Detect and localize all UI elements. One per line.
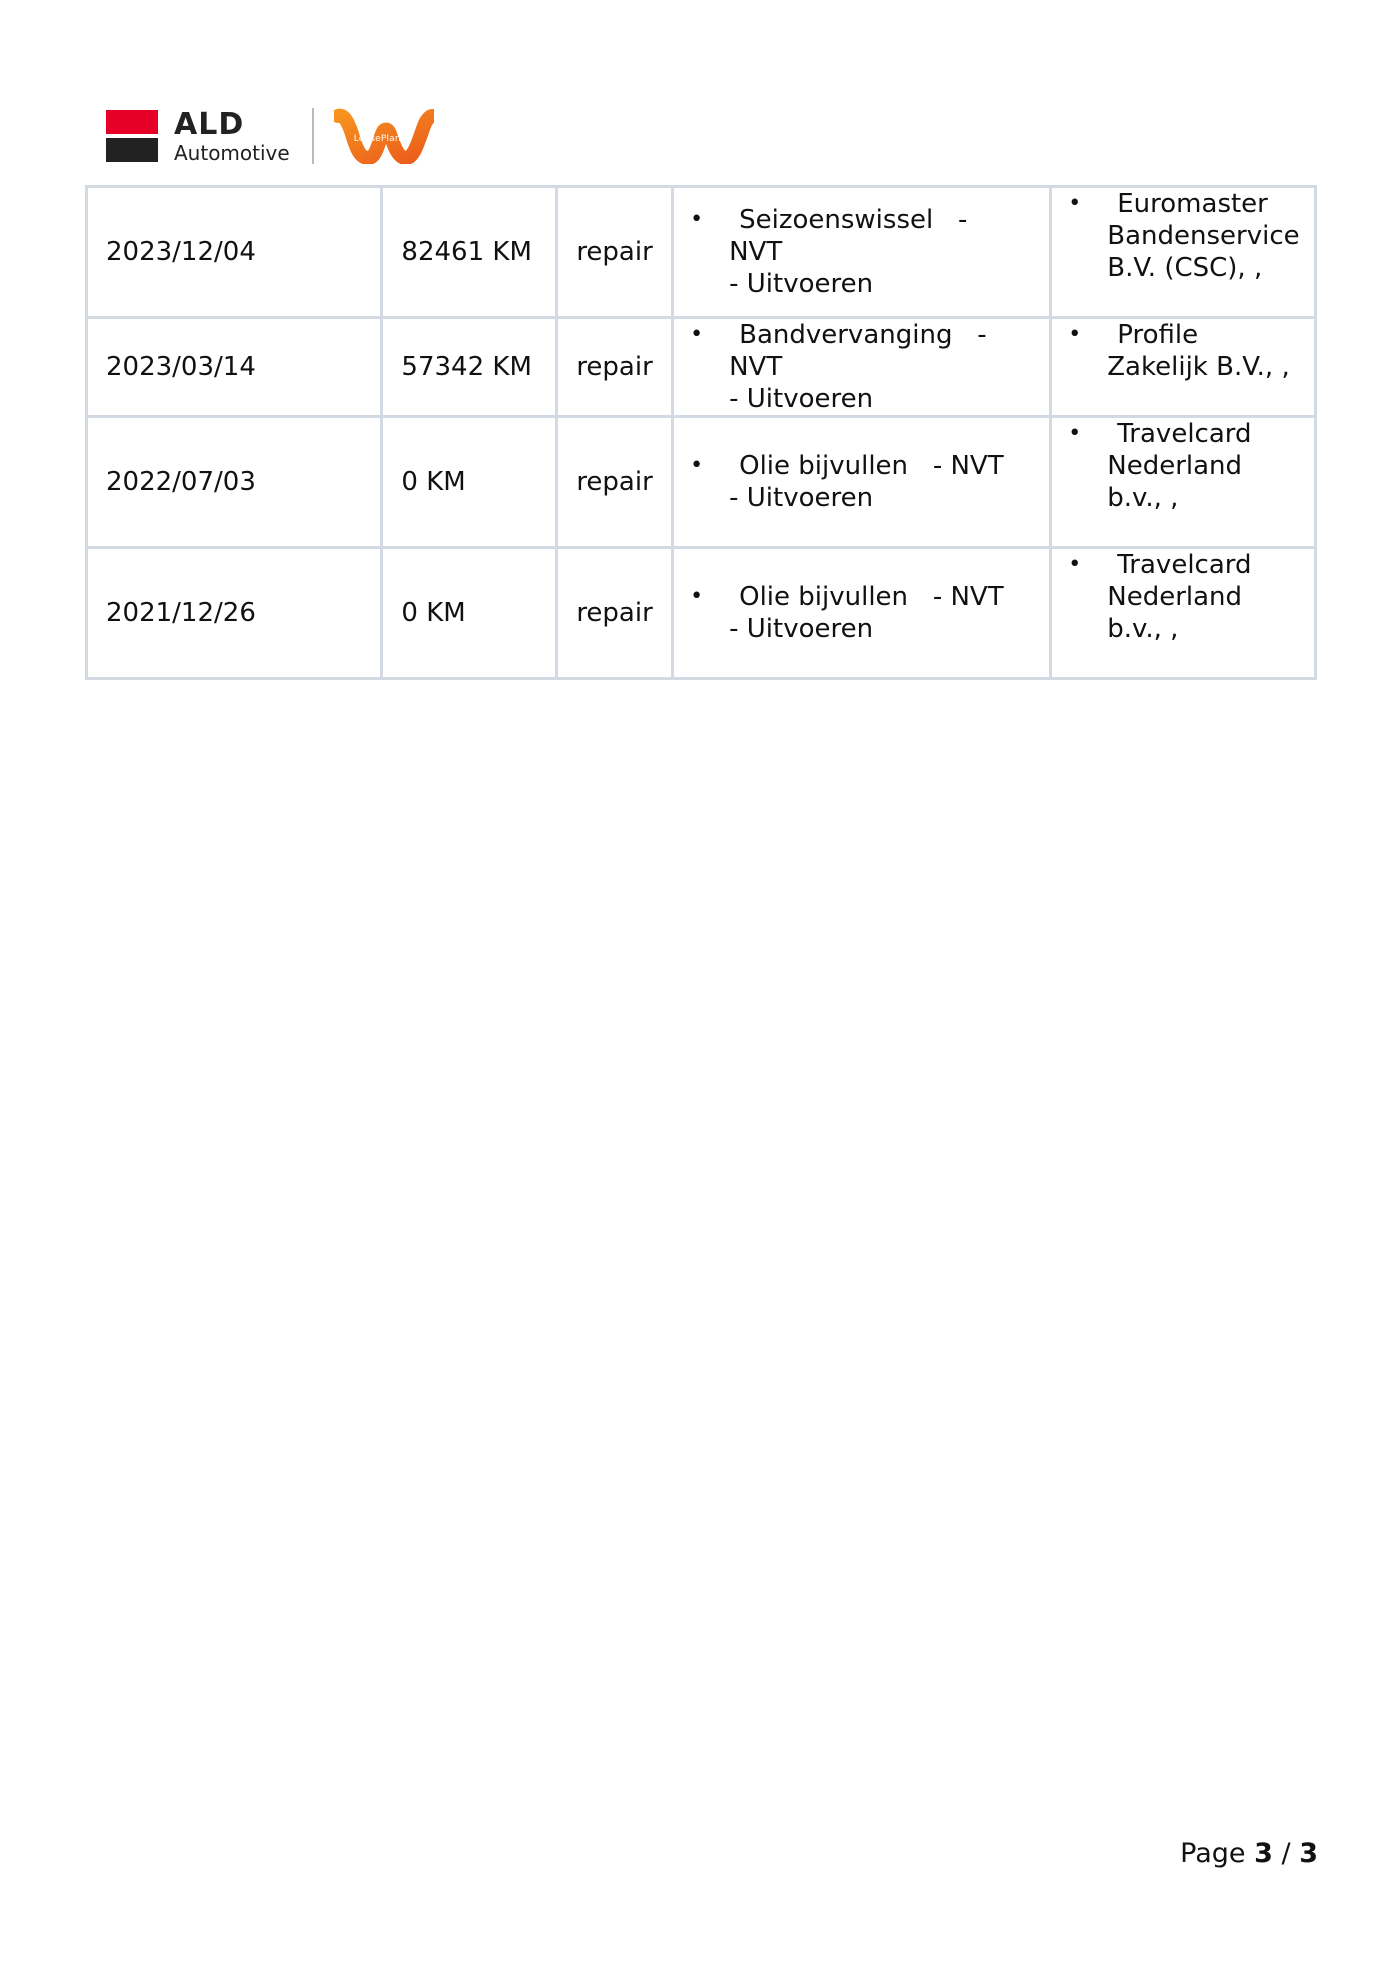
ald-logo-mark — [106, 110, 158, 162]
ald-automotive-logo — [106, 106, 290, 165]
date-cell: 2022/07/03 — [87, 417, 382, 548]
mileage-cell: 82461 KM — [382, 187, 557, 318]
supplier-line: Travelcard — [1117, 419, 1252, 449]
description-line: Olie bijvullen - NVT — [739, 451, 1004, 481]
description-cell — [673, 417, 1051, 548]
supplier-cell — [1051, 417, 1316, 548]
supplier-line: B.V. (CSC), , — [1107, 253, 1263, 283]
description-cell — [673, 187, 1051, 318]
bullet-icon: • — [690, 453, 704, 478]
supplier-cell — [1051, 187, 1316, 318]
document-header — [106, 108, 434, 164]
description-line: NVT — [729, 352, 783, 382]
ald-logo-subtitle: Automotive — [174, 140, 290, 165]
bullet-icon: • — [1068, 191, 1082, 216]
supplier-line: Travelcard — [1117, 550, 1252, 580]
supplier-line: Zakelijk B.V., , — [1107, 352, 1290, 382]
date-cell: 2023/12/04 — [87, 187, 382, 318]
type-cell: repair — [557, 548, 673, 679]
table-row — [87, 318, 1316, 417]
date-cell: 2021/12/26 — [87, 548, 382, 679]
leaseplan-logo-text: LeasePlan — [353, 134, 401, 144]
bullet-icon: • — [690, 207, 704, 232]
page-number — [1180, 1838, 1318, 1869]
bullet-icon: • — [1068, 322, 1082, 347]
description-line: Seizoenswissel - — [739, 205, 968, 235]
supplier-cell — [1051, 548, 1316, 679]
bullet-icon: • — [690, 584, 704, 609]
bullet-icon: • — [690, 322, 704, 347]
type-cell: repair — [557, 417, 673, 548]
date-cell: 2023/03/14 — [87, 318, 382, 417]
total-pages: 3 — [1299, 1838, 1318, 1869]
description-line: - Uitvoeren — [729, 483, 874, 513]
description-cell — [673, 318, 1051, 417]
table-row — [87, 417, 1316, 548]
supplier-line: Nederland — [1107, 582, 1243, 612]
current-page: 3 — [1254, 1838, 1273, 1869]
supplier-line: b.v., , — [1107, 614, 1179, 644]
type-cell: repair — [557, 187, 673, 318]
bullet-icon: • — [1068, 552, 1082, 577]
supplier-line: Profile — [1117, 320, 1199, 350]
description-line: - Uitvoeren — [729, 614, 874, 644]
supplier-line: b.v., , — [1107, 483, 1179, 513]
supplier-line: Bandenservice — [1107, 221, 1300, 251]
description-line: - Uitvoeren — [729, 384, 874, 414]
maintenance-history-table — [85, 185, 1317, 680]
page-separator: / — [1281, 1838, 1291, 1869]
description-line: Olie bijvullen - NVT — [739, 582, 1004, 612]
supplier-line: Euromaster — [1117, 189, 1268, 219]
page-label: Page — [1180, 1838, 1246, 1869]
description-line: - Uitvoeren — [729, 269, 874, 299]
ald-logo-name: ALD — [174, 106, 245, 142]
supplier-line: Nederland — [1107, 451, 1243, 481]
type-cell: repair — [557, 318, 673, 417]
table-row — [87, 187, 1316, 318]
description-line: Bandvervanging - — [739, 320, 987, 350]
mileage-cell: 57342 KM — [382, 318, 557, 417]
supplier-cell — [1051, 318, 1316, 417]
mileage-cell: 0 KM — [382, 548, 557, 679]
table-row — [87, 548, 1316, 679]
description-line: NVT — [729, 237, 783, 267]
bullet-icon: • — [1068, 421, 1082, 446]
leaseplan-logo — [334, 108, 434, 164]
description-cell — [673, 548, 1051, 679]
logo-divider — [312, 108, 314, 164]
mileage-cell: 0 KM — [382, 417, 557, 548]
